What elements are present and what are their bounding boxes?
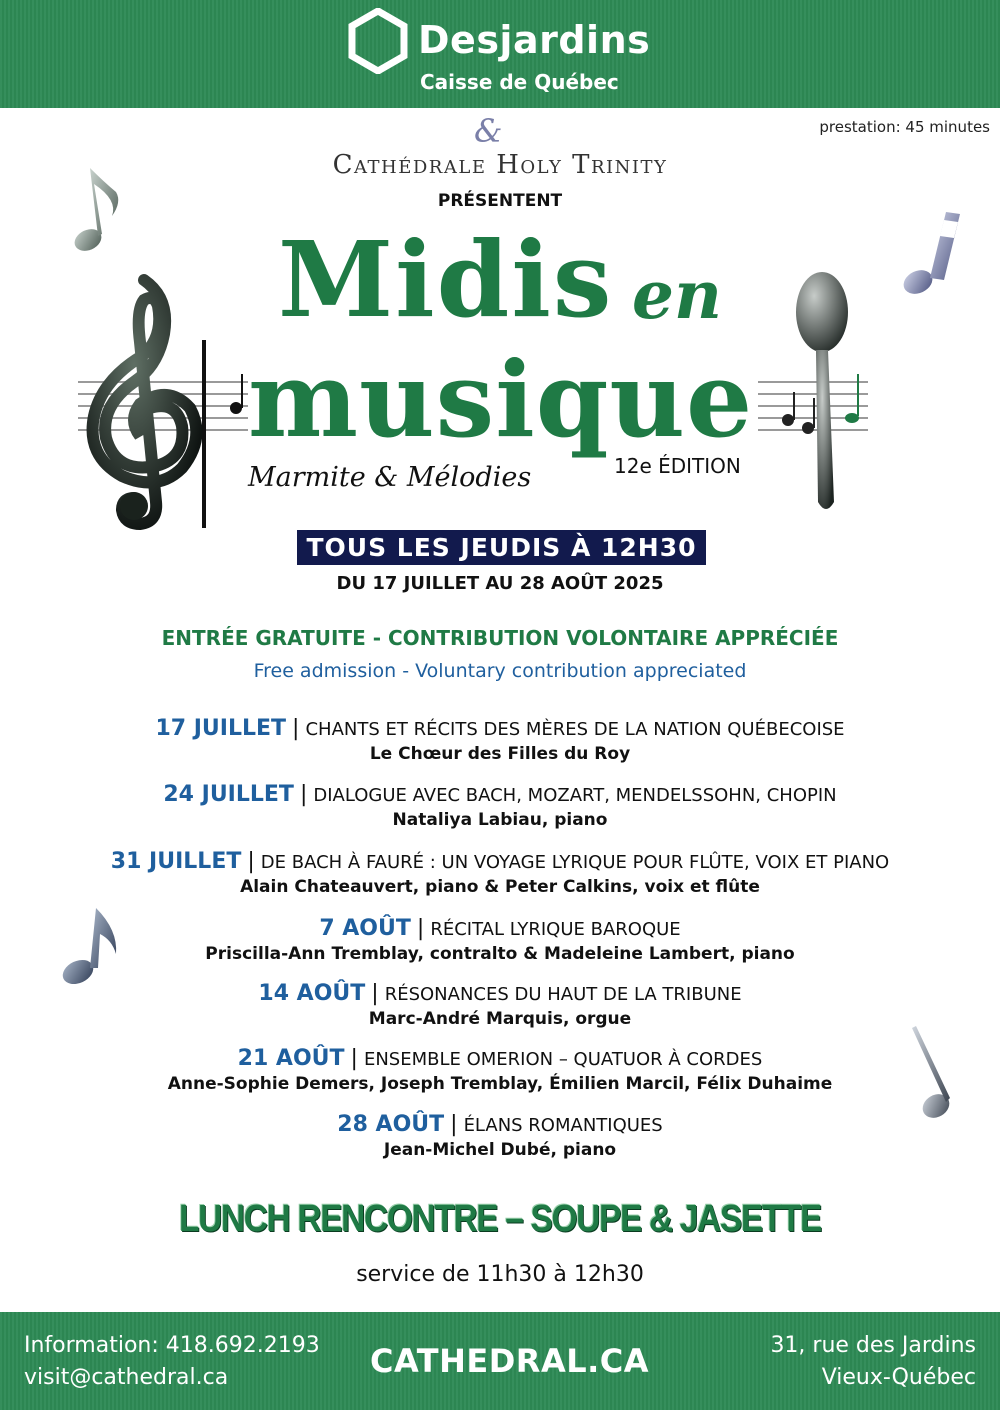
music-note-icon xyxy=(64,162,124,254)
concert-date: 17 JUILLET xyxy=(155,716,287,741)
concert-title: RÉCITAL LYRIQUE BAROQUE xyxy=(430,919,681,940)
lunch-title: LUNCH RENCONTRE – SOUPE & JASETTE xyxy=(178,1198,822,1240)
concert-item xyxy=(0,916,1000,964)
concert-date: 21 AOÛT xyxy=(237,1046,345,1071)
separator: | xyxy=(450,1112,458,1137)
concert-performers: Alain Chateauvert, piano & Peter Calkins, voix et flûte xyxy=(240,877,760,897)
concert-item xyxy=(0,1112,1000,1160)
concert-item xyxy=(0,716,1000,764)
partner-name: Cathédrale Holy Trinity xyxy=(332,150,668,180)
concert-item xyxy=(0,782,1000,830)
concert-date: 14 AOÛT xyxy=(258,981,366,1006)
concert-date: 24 JUILLET xyxy=(163,782,294,807)
separator: | xyxy=(371,981,379,1006)
subtitle: Marmite & Mélodies xyxy=(248,462,532,493)
desjardins-logo[interactable] xyxy=(348,8,651,98)
brand-name: Desjardins xyxy=(418,18,651,62)
lunch-service-time: service de 11h30 à 12h30 xyxy=(356,1262,644,1287)
concert-performers: Priscilla-Ann Tremblay, contralto & Madeleine Lambert, piano xyxy=(205,944,795,964)
duration-note: prestation: 45 minutes xyxy=(819,118,990,136)
admission-english: Free admission - Voluntary contribution appreciated xyxy=(253,660,747,682)
info-email-link[interactable]: visit@cathedral.ca xyxy=(24,1365,229,1390)
concert-date: 7 AOÛT xyxy=(319,916,411,941)
concert-date: 31 JUILLET xyxy=(110,849,242,874)
ampersand: & xyxy=(474,112,503,150)
concert-title: ENSEMBLE OMERION – QUATUOR À CORDES xyxy=(363,1049,763,1070)
separator: | xyxy=(292,716,300,741)
concert-title: DIALOGUE AVEC BACH, MOZART, MENDELSSOHN, CHOPIN xyxy=(313,785,837,806)
concert-performers: Nataliya Labiau, piano xyxy=(392,810,608,830)
admission-french: ENTRÉE GRATUITE - CONTRIBUTION VOLONTAIRE APPRÉCIÉE xyxy=(161,626,839,650)
separator: | xyxy=(247,849,255,874)
hexagon-logo-icon xyxy=(348,8,408,74)
separator: | xyxy=(350,1046,358,1071)
address-line-2: Vieux-Québec xyxy=(821,1365,976,1390)
concert-performers: Marc-André Marquis, orgue xyxy=(368,1009,632,1029)
concert-performers: Le Chœur des Filles du Roy xyxy=(369,744,631,764)
concert-item xyxy=(0,849,1000,897)
edition-label: 12e ÉDITION xyxy=(614,454,741,478)
separator: | xyxy=(416,916,425,941)
presents-label: PRÉSENTENT xyxy=(437,191,563,211)
concert-title: RÉSONANCES DU HAUT DE LA TRIBUNE xyxy=(384,984,742,1005)
schedule-banner: TOUS LES JEUDIS À 12H30 xyxy=(297,530,706,565)
concert-performers: Jean-Michel Dubé, piano xyxy=(383,1140,617,1160)
title-midis: Midis xyxy=(278,218,614,341)
concert-item xyxy=(0,981,1000,1029)
website-link[interactable]: CATHEDRAL.CA xyxy=(370,1342,649,1380)
date-range: DU 17 JUILLET AU 28 AOÛT 2025 xyxy=(336,573,664,594)
concert-title: ÉLANS ROMANTIQUES xyxy=(463,1115,663,1136)
concert-performers: Anne-Sophie Demers, Joseph Tremblay, Émilien Marcil, Félix Duhaime xyxy=(167,1074,833,1094)
address-line-1: 31, rue des Jardins xyxy=(770,1333,976,1358)
title-musique: musique xyxy=(248,338,754,461)
title-en: en xyxy=(632,256,722,334)
concert-title: DE BACH À FAURÉ : UN VOYAGE LYRIQUE POUR FLÛTE, VOIX ET PIANO xyxy=(260,852,890,873)
info-phone: Information: 418.692.2193 xyxy=(24,1333,320,1358)
footer-contact xyxy=(24,1330,320,1394)
footer-address xyxy=(770,1330,976,1394)
music-note-icon xyxy=(900,208,964,298)
brand-subtitle: Caisse de Québec xyxy=(420,70,619,94)
concert-title: CHANTS ET RÉCITS DES MÈRES DE LA NATION QUÉBECOISE xyxy=(305,719,845,740)
concert-item xyxy=(0,1046,1000,1094)
header-band xyxy=(0,0,1000,108)
separator: | xyxy=(299,782,308,807)
concert-date: 28 AOÛT xyxy=(337,1112,445,1137)
